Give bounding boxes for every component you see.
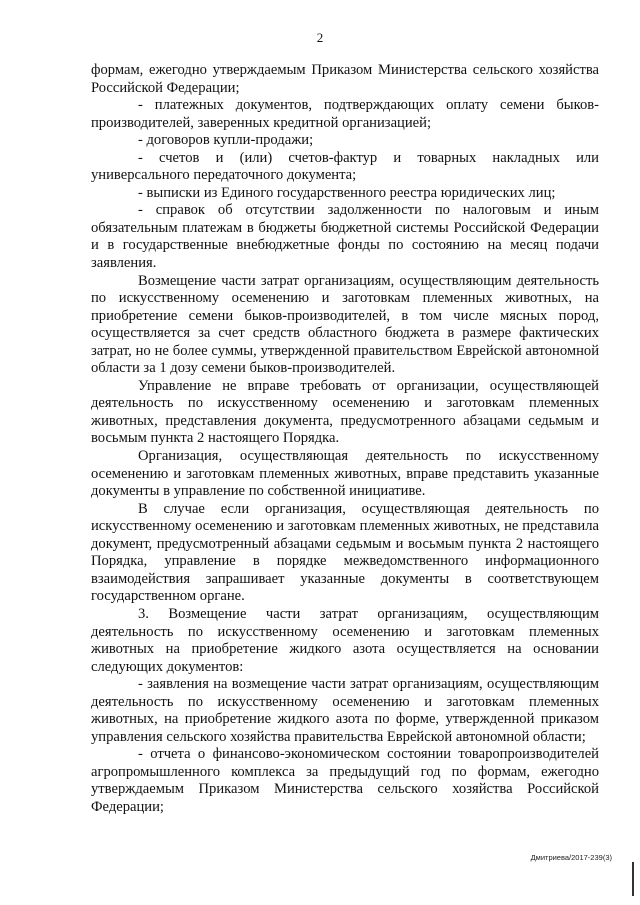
document-code: Дмитриева/2017-239(3) (530, 853, 612, 862)
paragraph: - выписки из Единого государственного реестра юридических лиц; (138, 184, 556, 201)
paragraph: формам, ежегодно утверждаемым Приказом Министерства сельского хозяйства Российской Федерации; (91, 62, 599, 96)
paragraph: - договоров купли-продажи; (138, 132, 314, 149)
paragraph: 3. Возмещение части затрат организациям, осуществляющим деятельность по искусственному осеменению и заготовкам племенных животных на приобретение жидкого азота осуществляется на основании следующих документов: (91, 605, 599, 675)
scan-edge-mark (632, 862, 634, 896)
paragraph: Управление не вправе требовать от организации, осуществляющей деятельность по искусственному осеменению и заготовкам племенных животных, представления документа, предусмотренного абзацами седьмым и восьмым пункта 2 настоящего Порядка. (91, 377, 599, 447)
paragraph: Организация, осуществляющая деятельность по искусственному осеменению и заготовкам племенных животных, вправе представить указанные документы в управление по собственной инициативе. (91, 448, 599, 500)
page-number: 2 (316, 30, 324, 45)
paragraph: - справок об отсутствии задолженности по налоговым и иным обязательным платежам в бюджеты бюджетной системы Российской Федерации и в государственные внебюджетные фонды по состоянию на месяц подачи заявления. (91, 202, 599, 272)
paragraph: В случае если организация, осуществляющая деятельность по искусственному осеменению и заготовкам племенных животных, не представила документ, предусмотренный абзацами седьмым и восьмым пункта 2 настоящего Порядка, управление в порядке межведомственного информационного взаимодействия запрашивает указанные документы в соответствующем государственном органе. (91, 500, 599, 605)
paragraph: - заявления на возмещение части затрат организациям, осуществляющим деятельность по искусственному осеменению и заготовкам племенных животных, на приобретение жидкого азота по форме, утвержденной приказом управления сельского хозяйства правительства Еврейской автономной области; (91, 676, 599, 745)
paragraph: - счетов и (или) счетов-фактур и товарных накладных или универсального передаточного документа; (91, 149, 599, 184)
document-body (91, 62, 599, 817)
paragraph: - отчета о финансово-экономическом состоянии товаропроизводителей агропромышленного комплекса за предыдущий год по формам, ежегодно утверждаемым Приказом Министерства сельского хозяйства Российской Федерации; (91, 746, 599, 815)
paragraph: - платежных документов, подтверждающих оплату семени быков-производителей, заверенных кредитной организацией; (91, 97, 599, 131)
paragraph: Возмещение части затрат организациям, осуществляющим деятельность по искусственному осеменению и заготовкам племенных животных, на приобретение семени быков-производителей, в том числе мясных пород, осуществляется за счет средств областного бюджета в размере фактических затрат, но не более суммы, утвержденной правительством Еврейской автономной области за 1 дозу семени быков-производителей. (91, 272, 599, 377)
